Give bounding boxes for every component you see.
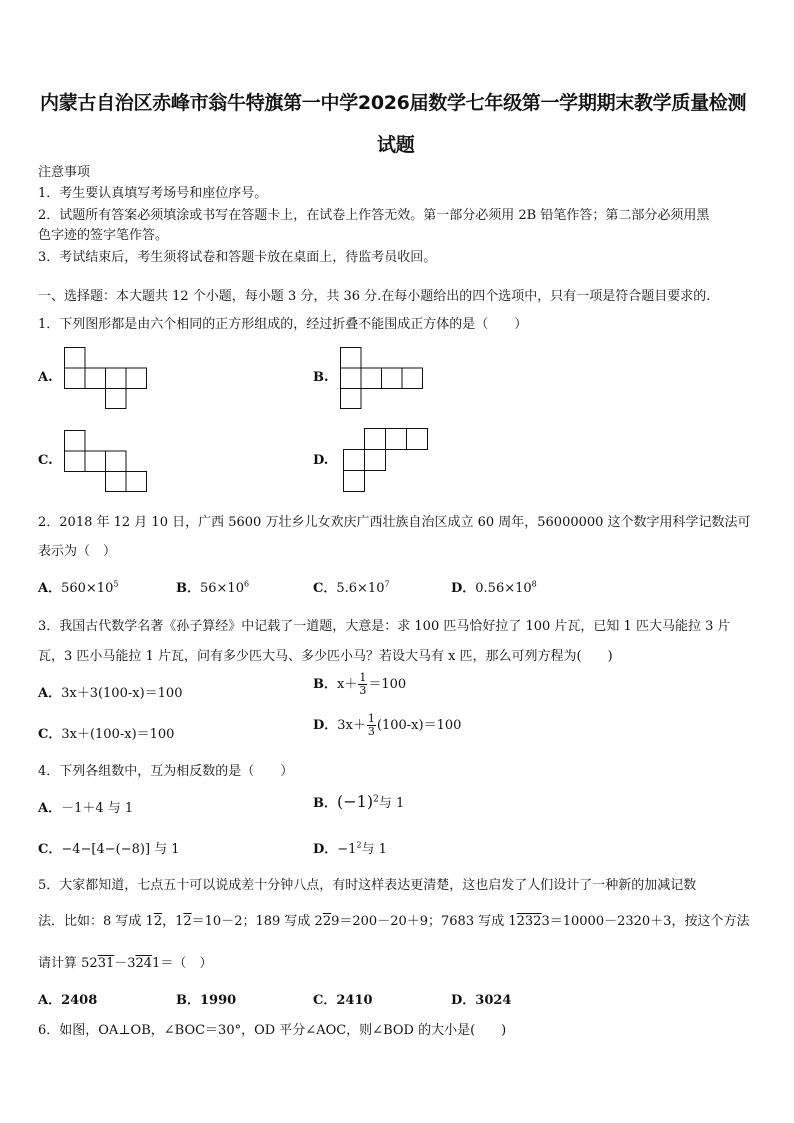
q1-option-a-label: A. [38,370,53,385]
q3-option-b: B．x＋ $\frac{1}{3}$ ＝100 [313,671,407,697]
question-2-stem: 2．2018 年 12 月 10 日，广西 5600 万壮乡儿女欢庆广西壮族自治区成立 60 周年，56000000 这个数字用科学记数法可 [38,515,751,530]
q3-option-d: D．3x＋ $\frac{1}{3}$ (100-x)＝100 [313,712,462,738]
q2-option-d: D．$0.56\times 10^8$ [451,579,537,596]
q5-option-d: D．3024 [451,993,512,1008]
q1-net-c [64,430,150,492]
question-2-stem-cont: 表示为（ ） [38,544,117,559]
section-heading: 一、选择题：本大题共 12 个小题，每小题 3 分，共 36 分.在每小题给出的四个选项中，只有一项是符合题目要求的. [38,289,711,304]
q1-option-c-label: C. [38,453,53,468]
q1-option-d-label: D. [313,453,329,468]
question-5-stem-cont2: 请计算 5231－3241＝（ ） [38,956,213,971]
q5-option-a: A．2408 [38,993,98,1008]
q5-option-b: B．1990 [176,993,237,1008]
notice-item: 3．考试结束后，考生须将试卷和答题卡放在桌面上，待监考员收回。 [38,250,437,265]
q4-option-d: D．$-1^2$与 1 [313,840,387,857]
question-3-stem: 3．我国古代数学名著《孙子算经》中记载了一道题，大意是：求 100 匹马恰好拉了 100 片瓦，已知 1 匹大马能拉 3 片 [38,619,731,634]
question-6-stem: 6．如图，OA⊥OB，∠BOC＝30°，OD 平分∠AOC，则∠BOD 的大小是( ) [38,1023,507,1038]
question-3-stem-cont: 瓦，3 匹小马能拉 1 片瓦，问有多少匹大马、多少匹小马？若设大马有 x 匹，那么可列方程为( ) [38,649,613,664]
q2-option-c: C．$5.6\times 10^7$ [313,579,390,596]
page-title-line2: 试题 [377,134,415,156]
q1-net-d [343,428,431,494]
notice-item: 1．考生要认真填写考场号和座位序号。 [38,186,268,201]
notice-heading: 注意事项 [38,165,91,180]
question-1-stem: 1．下列图形都是由六个相同的正方形组成的，经过折叠不能围成正方体的是（ ） [38,317,528,332]
q4-option-c: C．−4−[4−(−8)] 与 1 [38,842,180,857]
q3-option-a: A．3x＋3(100-x)＝100 [38,686,183,701]
q3-option-c: C．3x＋(100-x)＝100 [38,727,175,742]
q1-net-b [340,347,426,409]
page-title: 内蒙古自治区赤峰市翁牛特旗第一中学2026届数学七年级第一学期期末教学质量检测 [40,92,747,114]
notice-item: 色字迹的签字笔作答。 [38,228,169,243]
q1-net-a [64,347,150,409]
q5-option-c: C．2410 [313,993,373,1008]
notice-item: 2．试题所有答案必须填涂或书写在答题卡上，在试卷上作答无效。第一部分必须用 2B 铅笔作答；第二部分必须用黑 [38,208,710,223]
question-4-stem: 4．下列各组数中，互为相反数的是（ ） [38,764,294,779]
q2-option-a: A．$560\times 10^5$ [38,579,119,596]
q1-option-b-label: B. [313,370,329,385]
question-5-stem: 5．大家都知道，七点五十可以说成差十分钟八点，有时这样表达更清楚，这也启发了人们设计了一种新的加减记数 [38,878,697,893]
q4-option-a: A．－1＋4 与 1 [38,801,134,816]
q2-option-b: B．$56\times 10^6$ [176,579,250,596]
question-5-stem-cont: 法．比如：8 写成 12，12＝10－2；189 写成 229＝200－20＋9；7683 写成 12323＝10000－2320＋3，按这个方法 [38,914,750,929]
q4-option-b: B．$(-1)^2$与 1 [313,792,405,811]
